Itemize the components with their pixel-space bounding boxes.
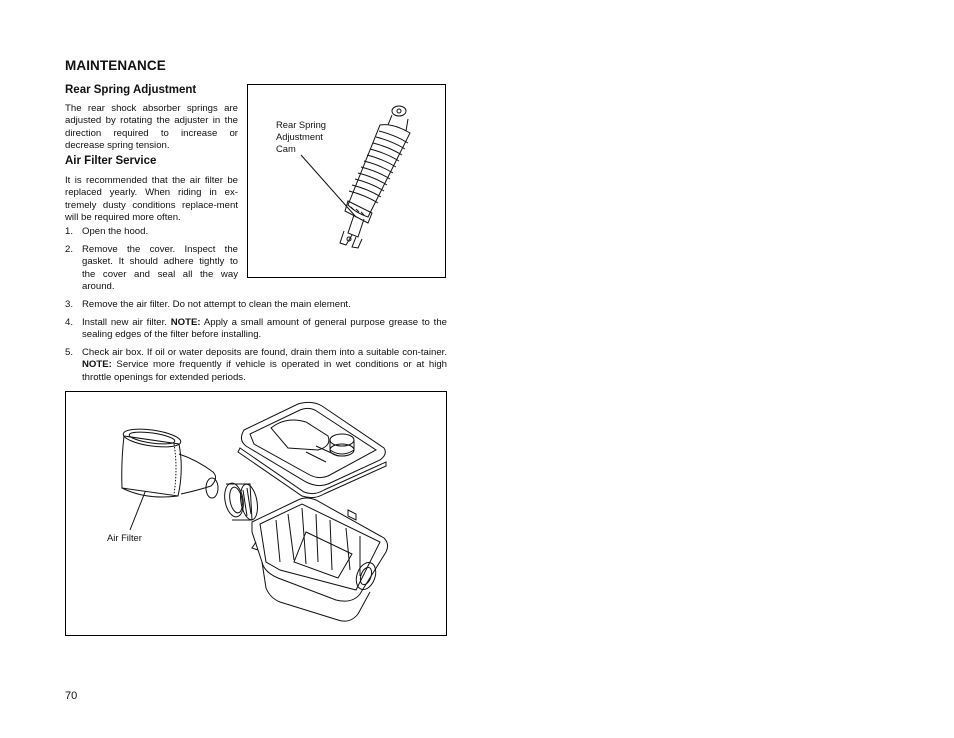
step-number: 2. [65, 244, 74, 255]
note-label: NOTE: [82, 359, 112, 371]
step-number: 5. [65, 347, 74, 358]
section-title: MAINTENANCE [65, 58, 166, 73]
step-number: 3. [65, 299, 74, 310]
air-filter-label: Air Filter [107, 532, 142, 543]
rear-spring-paragraph: The rear shock absorber springs are adjusted by rotating the adjuster in the direction required to increase or decrease spring tension. [65, 103, 238, 151]
air-filter-paragraph: It is recommended that the air filter be replaced yearly. When riding in ex-tremely dusty conditions replace-ment will be required more often. [65, 175, 238, 223]
step-number: 4. [65, 317, 74, 328]
step-1 [65, 226, 239, 240]
step-text: Remove the cover. Inspect the gasket. It should adhere tightly to the cover and seal all the way around. [82, 244, 238, 292]
step-text: Remove the air filter. Do not attempt to clean the main element. [82, 299, 351, 310]
rear-spring-figure [247, 84, 446, 278]
step-4 [65, 317, 447, 345]
air-filter-heading: Air Filter Service [65, 155, 157, 167]
step-text: Install new air filter. NOTE: Apply a small amount of general purpose grease to the sealing edges of the filter before installing. [82, 317, 447, 341]
rear-spring-cam-label: Rear Spring Adjustment Cam [276, 119, 327, 154]
page-number: 70 [65, 690, 78, 702]
air-box-exploded-illustration [66, 392, 446, 635]
note-label: NOTE: [170, 317, 201, 328]
step-number: 1. [65, 226, 74, 237]
step-5 [65, 347, 447, 387]
air-box-figure [65, 391, 447, 636]
step-text: Check air box. If oil or water deposits are found, drain them into a suitable con-tainer. NOTE: Service more frequently if vehicle is operated in wet conditions or at high throttle openings for extended periods. [82, 347, 447, 383]
rear-spring-heading: Rear Spring Adjustment [65, 84, 197, 96]
step-3 [65, 299, 447, 313]
shock-absorber-illustration [248, 85, 445, 277]
step-2 [65, 244, 239, 296]
step-text: Open the hood. [82, 226, 149, 237]
